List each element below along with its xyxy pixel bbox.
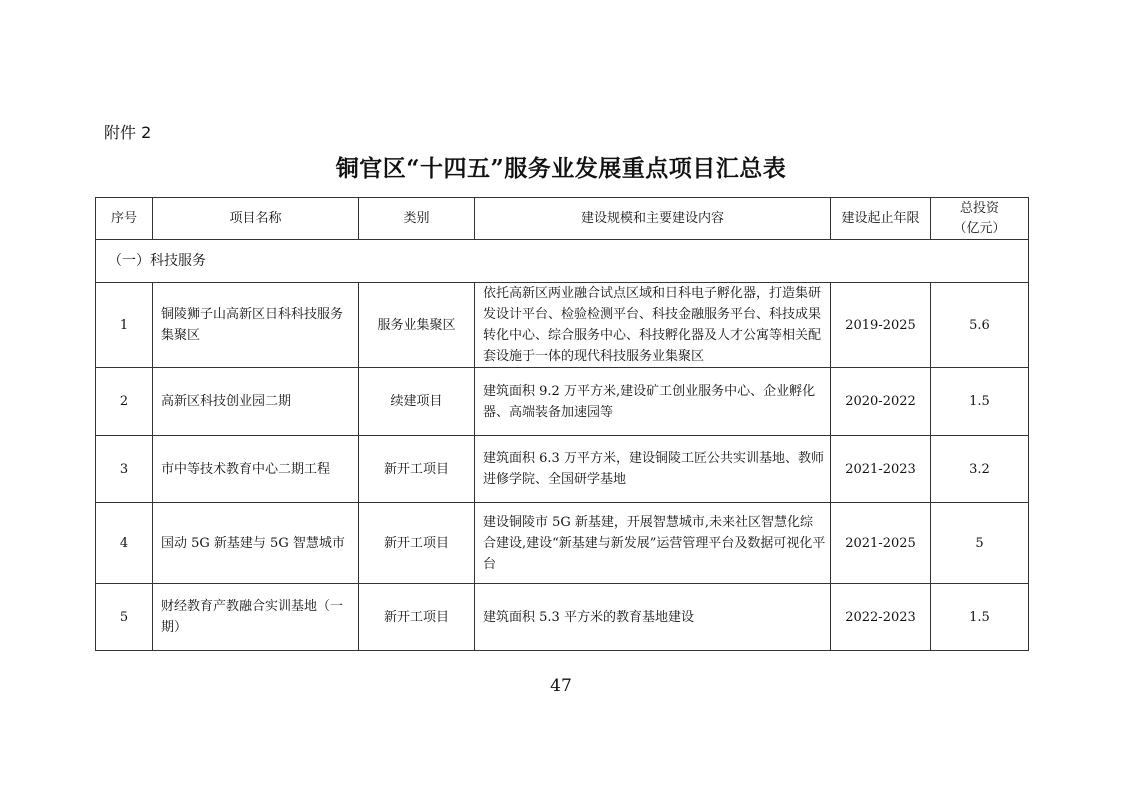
header-project-name: 项目名称 (153, 198, 359, 240)
header-investment-line2: （亿元） (953, 220, 1006, 236)
table-row (96, 436, 1029, 503)
cell-content: 建筑面积 5.3 平方米的教育基地建设 (475, 584, 831, 651)
cell-seq: 2 (96, 368, 153, 436)
section-title: （一）科技服务 (96, 240, 1029, 283)
cell-category: 服务业集聚区 (359, 283, 475, 368)
cell-period: 2021-2025 (831, 503, 931, 584)
cell-seq: 3 (96, 436, 153, 503)
cell-seq: 4 (96, 503, 153, 584)
cell-period: 2022-2023 (831, 584, 931, 651)
project-summary-table (95, 197, 1029, 651)
cell-period: 2020-2022 (831, 368, 931, 436)
cell-category: 新开工项目 (359, 503, 475, 584)
table-row (96, 584, 1029, 651)
table-header-row (96, 198, 1029, 240)
cell-seq: 5 (96, 584, 153, 651)
cell-content: 建设铜陵市 5G 新基建，开展智慧城市,未来社区智慧化综合建设,建设“新基建与新发展”运营管理平台及数据可视化平台 (475, 503, 831, 584)
table-row (96, 368, 1029, 436)
header-period: 建设起止年限 (831, 198, 931, 240)
cell-investment: 5 (931, 503, 1029, 584)
cell-project-name: 国动 5G 新基建与 5G 智慧城市 (153, 503, 359, 584)
cell-category: 新开工项目 (359, 436, 475, 503)
cell-content: 建筑面积 9.2 万平方米,建设矿工创业服务中心、企业孵化器、高端装备加速园等 (475, 368, 831, 436)
cell-project-name: 财经教育产教融合实训基地（一期） (153, 584, 359, 651)
cell-investment: 1.5 (931, 584, 1029, 651)
page-number: 47 (550, 676, 572, 696)
cell-category: 续建项目 (359, 368, 475, 436)
header-content: 建设规模和主要建设内容 (475, 198, 831, 240)
cell-period: 2019-2025 (831, 283, 931, 368)
header-category: 类别 (359, 198, 475, 240)
cell-project-name: 市中等技术教育中心二期工程 (153, 436, 359, 503)
table-row (96, 283, 1029, 368)
cell-project-name: 铜陵狮子山高新区日科科技服务集聚区 (153, 283, 359, 368)
cell-project-name: 高新区科技创业园二期 (153, 368, 359, 436)
attachment-label: 附件 2 (104, 123, 152, 142)
section-row (96, 240, 1029, 283)
cell-content: 依托高新区两业融合试点区域和日科电子孵化器，打造集研发设计平台、检验检测平台、科技金融服务平台、科技成果转化中心、综合服务中心、科技孵化器及人才公寓等相关配套设施于一体的现代科技服务业集聚区 (475, 283, 831, 368)
cell-investment: 1.5 (931, 368, 1029, 436)
document-title: 铜官区“十四五”服务业发展重点项目汇总表 (335, 155, 787, 182)
cell-investment: 5.6 (931, 283, 1029, 368)
header-investment (931, 198, 1029, 240)
header-seq: 序号 (96, 198, 153, 240)
cell-investment: 3.2 (931, 436, 1029, 503)
header-investment-line1: 总投资 (959, 200, 999, 216)
cell-seq: 1 (96, 283, 153, 368)
cell-category: 新开工项目 (359, 584, 475, 651)
cell-content: 建筑面积 6.3 万平方米，建设铜陵工匠公共实训基地、教师进修学院、全国研学基地 (475, 436, 831, 503)
cell-period: 2021-2023 (831, 436, 931, 503)
table-row (96, 503, 1029, 584)
